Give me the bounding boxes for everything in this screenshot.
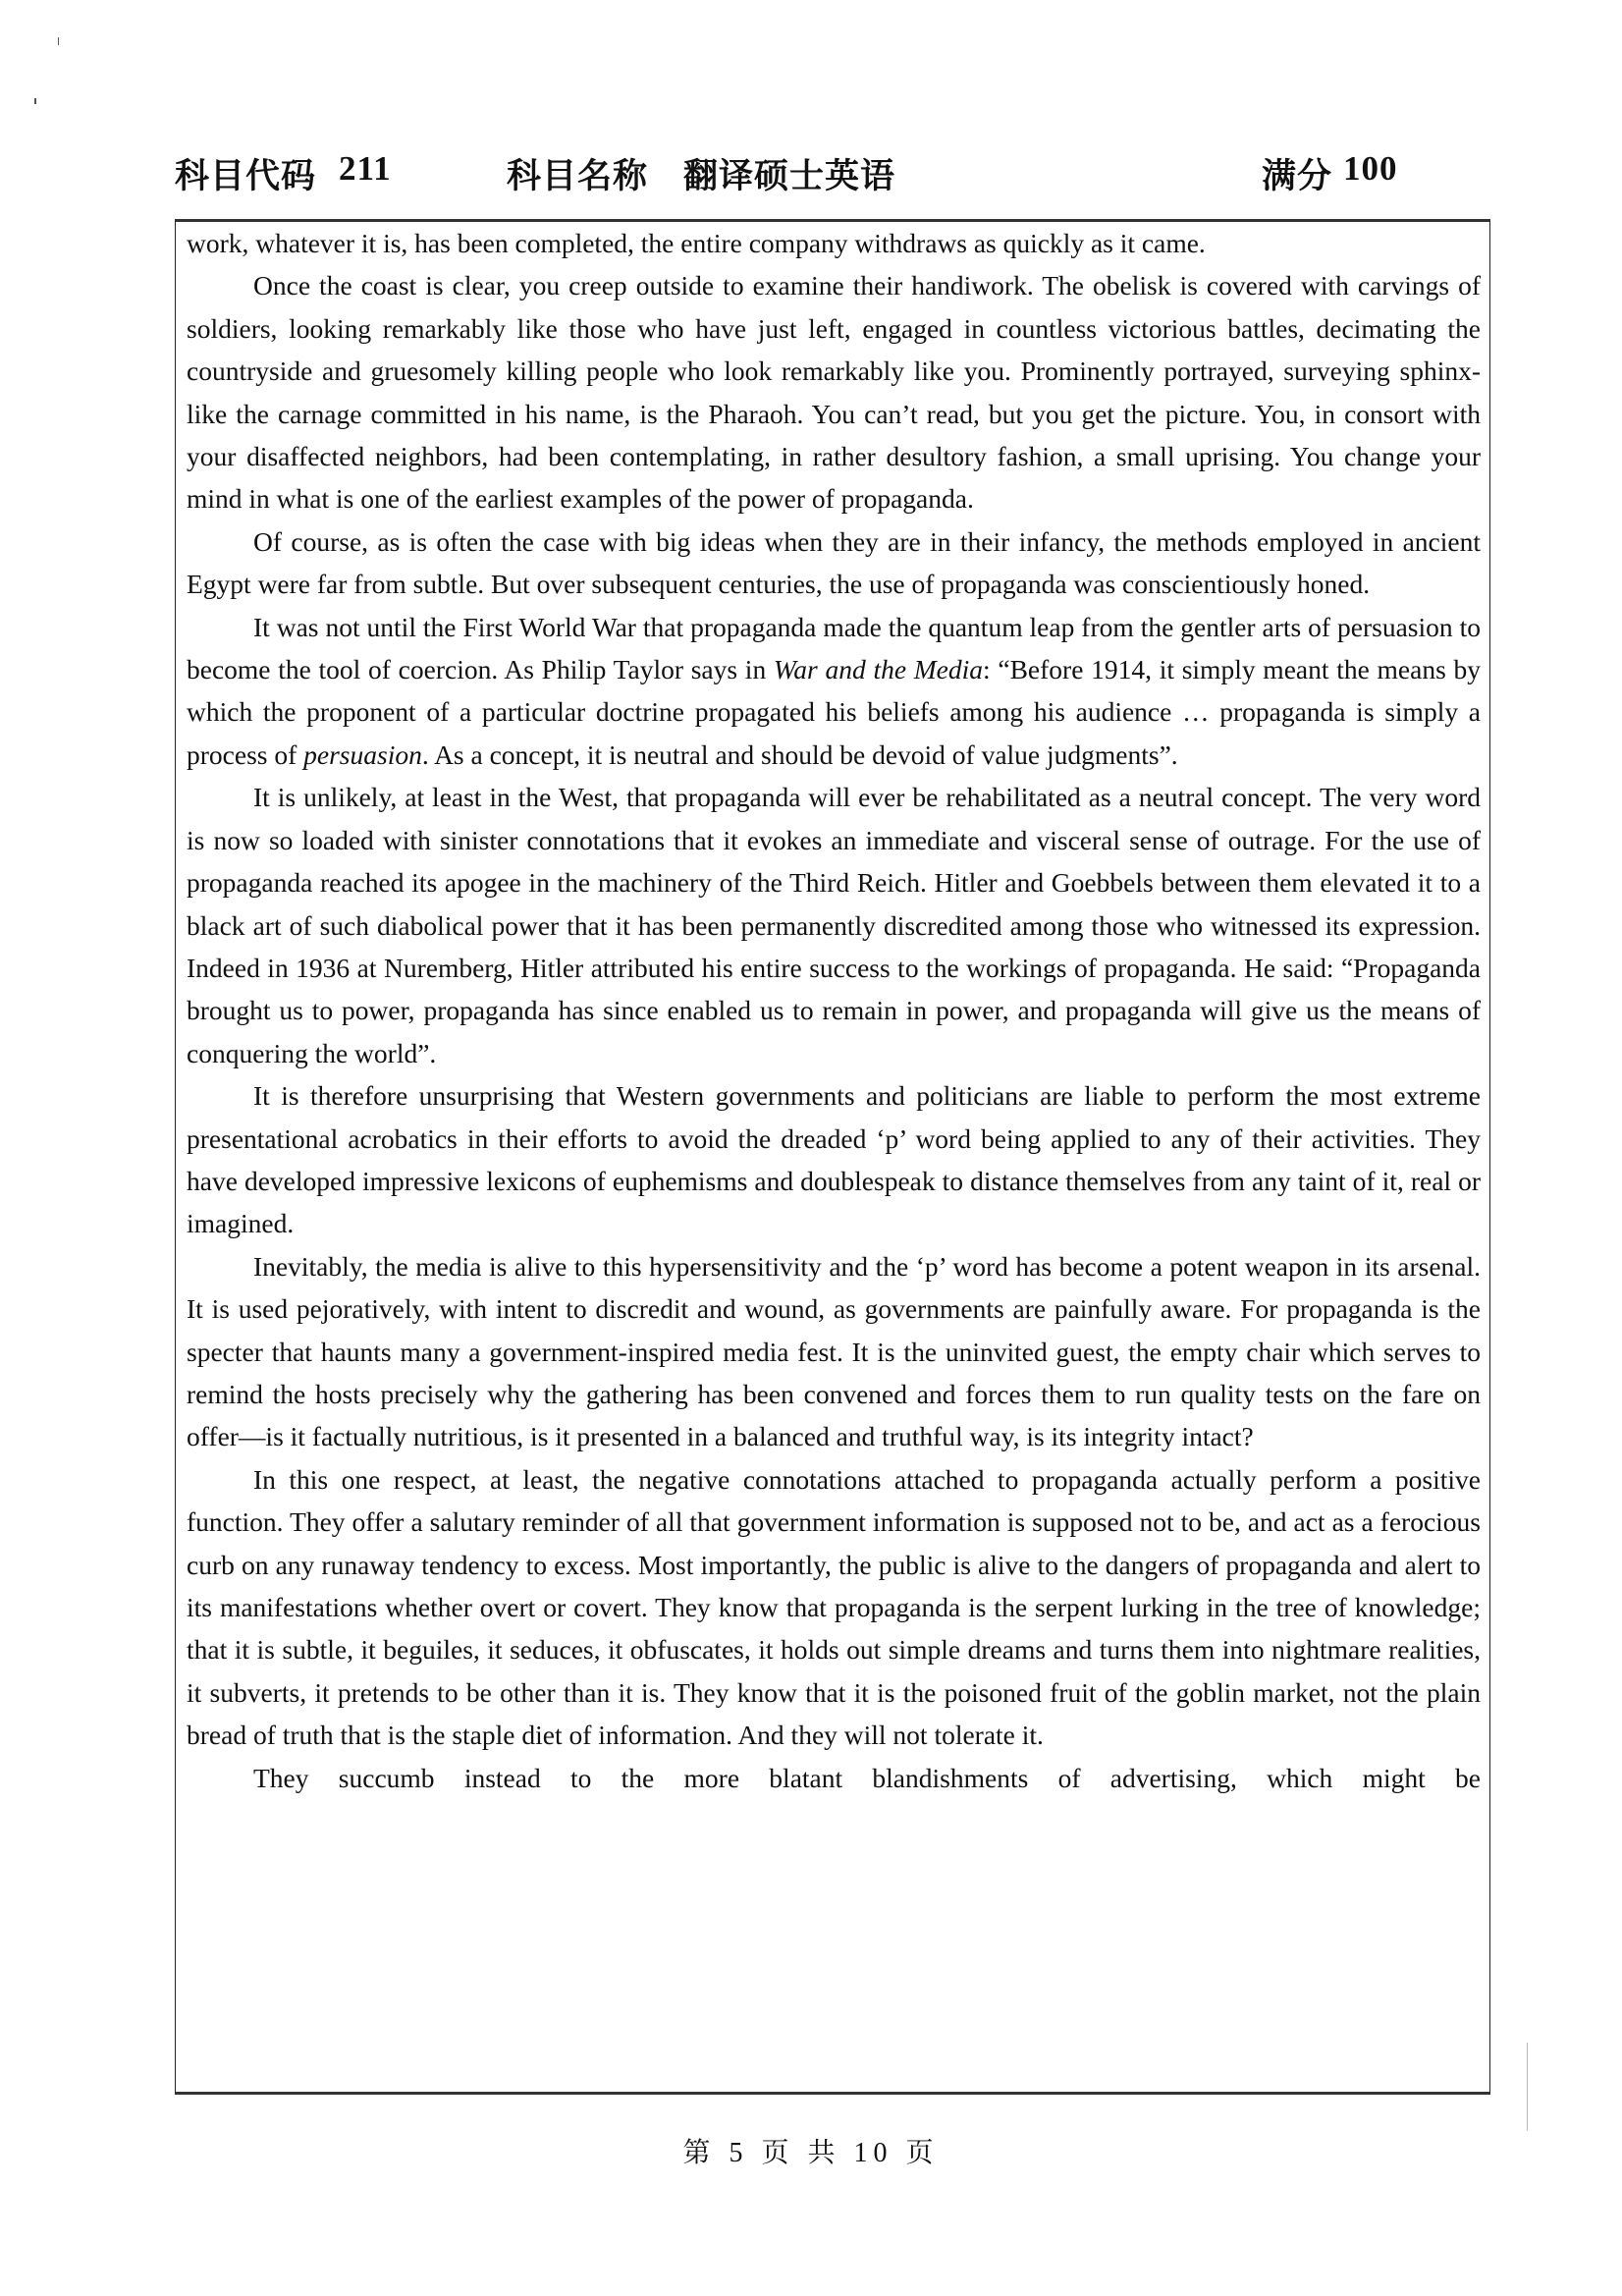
paragraph: It is unlikely, at least in the West, that propaganda will ever be rehabilitated as a neutral concept. The very word is now so loaded with sinister connotations that it evokes an immediate and visceral sense of outrage. For the use of propaganda reached its apogee in the machinery of the Third Reich. Hitler and Goebbels between them elevated it to a black art of such diabolical power that it has been permanently discredited among those who witnessed its expression. Indeed in 1936 at Nuremberg, Hitler attributed his entire success to the workings of propaganda. He said: “Propaganda brought us to power, propaganda has since enabled us to remain in power, and propaganda will give us the means of conquering the world”. — [187, 782, 1481, 1068]
reading-passage — [187, 222, 1481, 1799]
subject-code-label: 科目代码 — [175, 157, 317, 195]
paragraph-text: . As a concept, it is neutral and should be devoid of value judgments”. — [421, 738, 1178, 770]
scan-speck — [1527, 2043, 1528, 2131]
paragraph-text: It was not until the First World War that propaganda made the quantum leap from the gentler arts of persuasion to become the tool of coercion. As Philip Taylor says in — [187, 611, 1481, 685]
subject-code-value: 211 — [339, 149, 392, 188]
paragraph: In this one respect, at least, the negative connotations attached to propaganda actually perform a positive function. They offer a salutary reminder of all that government information is supposed not to be, and act as a ferocious curb on any runaway tendency to excess. Most importantly, the public is alive to the dangers of propaganda and alert to its manifestations whether overt or covert. They know that propaganda is the serpent lurking in the tree of knowledge; that it is subtle, it beguiles, it seduces, it obfuscates, it holds out simple dreams and turns them into nightmare realities, it subverts, it pretends to be other than it is. They know that it is the poisoned fruit of the goblin market, not the plain bread of truth that is the staple diet of information. And they will not tolerate it. — [187, 1463, 1481, 1751]
subject-name-label: 科目名称 — [507, 157, 649, 195]
paragraph: work, whatever it is, has been completed, the entire company withdraws as quickly as it came. — [187, 228, 1206, 258]
subject-name-value: 翻译硕士英语 — [683, 157, 896, 195]
paragraph: Of course, as is often the case with big ideas when they are in their infancy, the methods employed in ancient Egypt were far from subtle. But over subsequent centuries, the use of propaganda was conscientiously honed. — [187, 525, 1481, 600]
scan-speck — [34, 98, 36, 104]
paragraph — [187, 606, 1481, 777]
emphasis-word: persuasion — [303, 738, 422, 770]
paragraph: Once the coast is clear, you creep outside to examine their handiwork. The obelisk is covered with carvings of soldiers, looking remarkably like those who have just left, engaged in countless victorious battles, decimating the countryside and gruesomely killing people who look remarkably like you. Prominently portrayed, surveying sphinx-like the carnage committed in his name, is the Pharaoh. You can’t read, but you get the picture. You, in consort with your disaffected neighbors, had been contemplating, in rather desultory fashion, a small uprising. You change your mind in what is one of the earliest examples of the power of propaganda. — [187, 270, 1481, 515]
paragraph: They succumb instead to the more blatant blandishments of advertising, which might be — [253, 1762, 1481, 1793]
paragraph-text: : “Before 1914, it simply meant the means by which the proponent of a particular doctrine propagated his beliefs among his audience … propaganda is simply a process of — [187, 654, 1481, 770]
full-score-value: 100 — [1343, 149, 1398, 188]
paragraph: Inevitably, the media is alive to this hypersensitivity and the ‘p’ word has become a potent weapon in its arsenal. It is used pejoratively, with intent to discredit and wound, as governments are painfully aware. For propaganda is the specter that haunts many a government-inspired media fest. It is the uninvited guest, the empty chair which serves to remind the hosts precisely why the gathering has been convened and forces them to run quality tests on the fare on offer—is it factually nutritious, is it presented in a balanced and truthful way, is its integrity intact? — [187, 1250, 1481, 1452]
page-indicator: 第 5 页 共 10 页 — [682, 2138, 940, 2168]
scan-speck — [58, 37, 59, 45]
paragraph: It is therefore unsurprising that Western governments and politicians are liable to perform the most extreme presentational acrobatics in their efforts to avoid the dreaded ‘p’ word being applied to any of their activities. They have developed impressive lexicons of euphemisms and doublespeak to distance themselves from any taint of it, real or imagined. — [187, 1080, 1481, 1239]
exam-header — [175, 149, 1492, 198]
book-title: War and the Media — [773, 654, 984, 685]
full-score-label: 满分 — [1262, 157, 1333, 195]
